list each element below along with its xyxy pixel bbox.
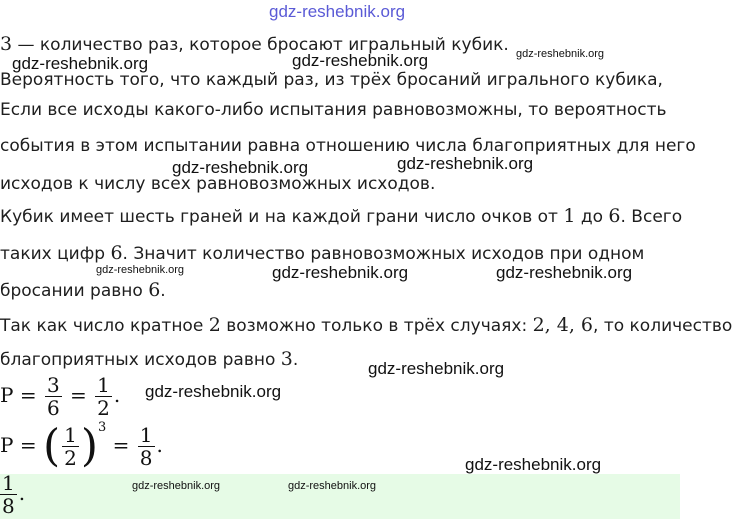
numerator: 1 xyxy=(97,373,110,397)
text-span: , то количество xyxy=(593,316,732,336)
equals-sign: = xyxy=(112,433,130,457)
watermark: gdz-reshebnik.org xyxy=(496,263,633,282)
text-span: . xyxy=(292,350,299,370)
left-paren: ( xyxy=(42,420,61,472)
text-line-8 xyxy=(0,280,166,301)
text-span: благоприятных исходов равно xyxy=(0,350,281,370)
watermark-top: gdz-reshebnik.org xyxy=(269,2,406,21)
watermark: gdz-reshebnik.org xyxy=(12,54,149,73)
watermark: gdz-reshebnik.org xyxy=(132,480,221,492)
text-span: — количество раз, которое бросают игральный кубик. xyxy=(12,35,509,55)
numerator: 1 xyxy=(139,423,153,447)
formula-probability-three xyxy=(0,420,163,472)
watermark: gdz-reshebnik.org xyxy=(397,154,534,173)
text-span: Кубик имеет шесть граней и на каждой грани число очков от xyxy=(0,207,564,227)
text-line-7 xyxy=(0,243,644,264)
text-line-10 xyxy=(0,349,298,370)
text-span: . Значит количество равновозможных исходов при одном xyxy=(122,244,645,264)
numerator: 1 xyxy=(2,471,15,495)
math-number: 1 xyxy=(563,205,576,227)
text-line-5: исходов к числу всех равновозможных исходов. xyxy=(0,174,436,194)
math-number: 3 xyxy=(0,33,13,55)
answer-box xyxy=(0,471,680,519)
math-number: 2, 4, 6 xyxy=(532,314,594,336)
denominator: 8 xyxy=(139,446,153,470)
text-span: Так как число кратное xyxy=(0,316,209,336)
period: . xyxy=(18,481,26,505)
denominator: 6 xyxy=(46,396,60,420)
text-line-3: Если все исходы какого-либо испытания равновозможны, то вероятность xyxy=(0,100,667,120)
text-line-2: Вероятность того, что каждый раз, из трёх бросаний игрального кубика, xyxy=(0,70,663,90)
numerator: 3 xyxy=(46,373,60,397)
watermark: gdz-reshebnik.org xyxy=(368,359,505,378)
math-number: 6 xyxy=(110,242,123,264)
watermark: gdz-reshebnik.org xyxy=(465,455,602,474)
fraction-1-8 xyxy=(0,472,17,517)
fraction-1-2 xyxy=(95,374,112,419)
denominator: 2 xyxy=(97,396,110,420)
fraction-1-8 xyxy=(138,424,155,469)
denominator: 8 xyxy=(2,494,15,518)
text-span: . xyxy=(160,281,166,301)
watermark: gdz-reshebnik.org xyxy=(96,264,185,276)
text-line-1 xyxy=(0,34,509,55)
watermark: gdz-reshebnik.org xyxy=(292,51,429,70)
math-number: 6 xyxy=(608,205,621,227)
period: . xyxy=(113,383,121,407)
exponent: 3 xyxy=(98,420,107,435)
variable-p: P xyxy=(0,383,14,407)
text-span: бросании равно xyxy=(0,281,149,301)
fraction-1-2 xyxy=(62,424,79,469)
equals-sign: = xyxy=(19,383,37,407)
denominator: 2 xyxy=(64,446,77,470)
text-span: таких цифр xyxy=(0,244,111,264)
watermark: gdz-reshebnik.org xyxy=(288,480,377,492)
text-line-4: события в этом испытании равна отношению числа благоприятных для него xyxy=(0,136,696,156)
equals-sign: = xyxy=(70,383,87,407)
period: . xyxy=(156,433,163,457)
equals-sign: = xyxy=(19,433,37,457)
watermark: gdz-reshebnik.org xyxy=(516,48,605,60)
watermark: gdz-reshebnik.org xyxy=(172,158,309,177)
math-number: 6 xyxy=(148,279,161,301)
math-number: 2 xyxy=(208,314,221,336)
text-line-6 xyxy=(0,206,682,227)
text-span: возможно только в трёх случаях: xyxy=(220,316,533,336)
text-line-9 xyxy=(0,315,732,336)
answer-fraction xyxy=(0,472,25,517)
text-span: . Всего xyxy=(620,207,683,227)
right-paren: ) xyxy=(80,420,99,472)
text-span: до xyxy=(575,207,609,227)
variable-p: P xyxy=(0,433,14,457)
formula-probability-single xyxy=(0,374,120,419)
fraction-3-6 xyxy=(45,374,62,419)
numerator: 1 xyxy=(64,423,77,447)
watermark: gdz-reshebnik.org xyxy=(272,263,409,282)
math-number: 3 xyxy=(280,348,293,370)
watermark: gdz-reshebnik.org xyxy=(145,382,282,401)
